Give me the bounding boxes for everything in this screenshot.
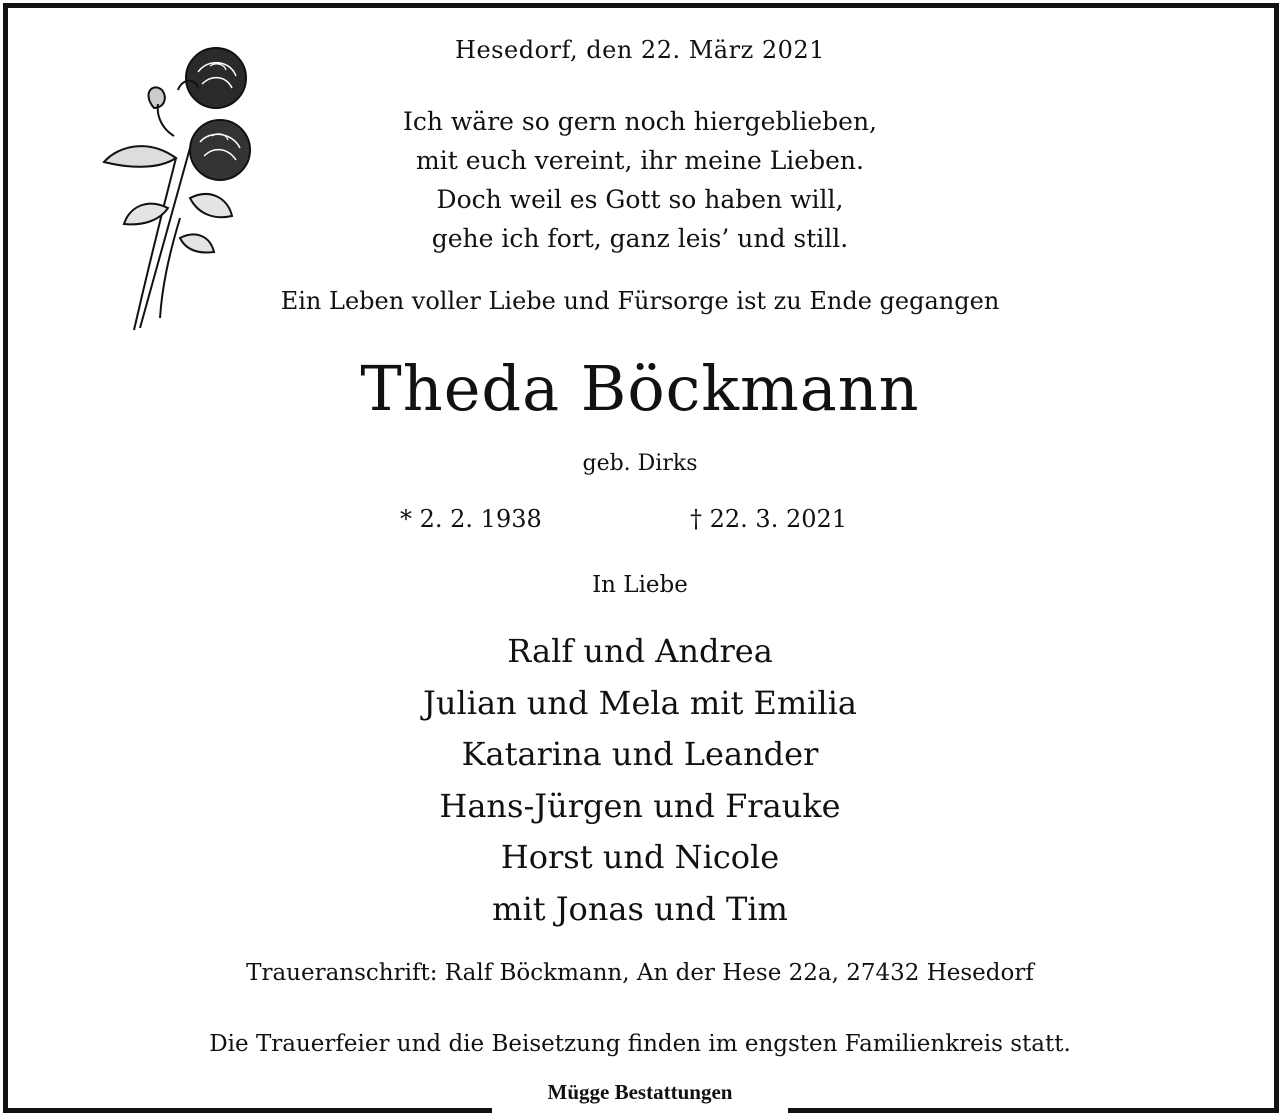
place-date: Hesedorf, den 22. März 2021: [455, 36, 825, 64]
family-list: [0, 626, 1280, 935]
in-love-heading: In Liebe: [592, 572, 688, 598]
poem-line: gehe ich fort, ganz leis’ und still.: [431, 224, 849, 253]
family-member-line: Katarina und Leander: [461, 735, 819, 773]
deceased-name: Theda Böckmann: [360, 352, 920, 425]
family-member-line: Horst und Nicole: [500, 838, 780, 876]
death-date: † 22. 3. 2021: [690, 505, 848, 533]
funeral-note: Die Trauerfeier und die Beisetzung finden im engsten Familienkreis statt.: [209, 1031, 1071, 1057]
family-member-line: Hans-Jürgen und Frauke: [439, 786, 841, 825]
birth-date: * 2. 2. 1938: [400, 505, 542, 533]
poem: [0, 102, 1280, 258]
poem-line: mit euch vereint, ihr meine Lieben.: [416, 146, 864, 175]
family-member-line: Julian und Mela mit Emilia: [423, 683, 857, 722]
mourning-address: Traueranschrift: Ralf Böckmann, An der Hese 22a, 27432 Hesedorf: [246, 960, 1034, 986]
poem-line: Ich wäre so gern noch hiergeblieben,: [402, 107, 878, 136]
poem-line: Doch weil es Gott so haben will,: [436, 185, 844, 214]
family-member-line: Ralf und Andrea: [507, 632, 773, 670]
family-member-line: mit Jonas und Tim: [492, 889, 788, 928]
undertaker-name: Mügge Bestattungen: [547, 1080, 733, 1104]
maiden-name: geb. Dirks: [582, 451, 698, 476]
life-line: Ein Leben voller Liebe und Fürsorge ist zu Ende gegangen: [280, 287, 1000, 315]
